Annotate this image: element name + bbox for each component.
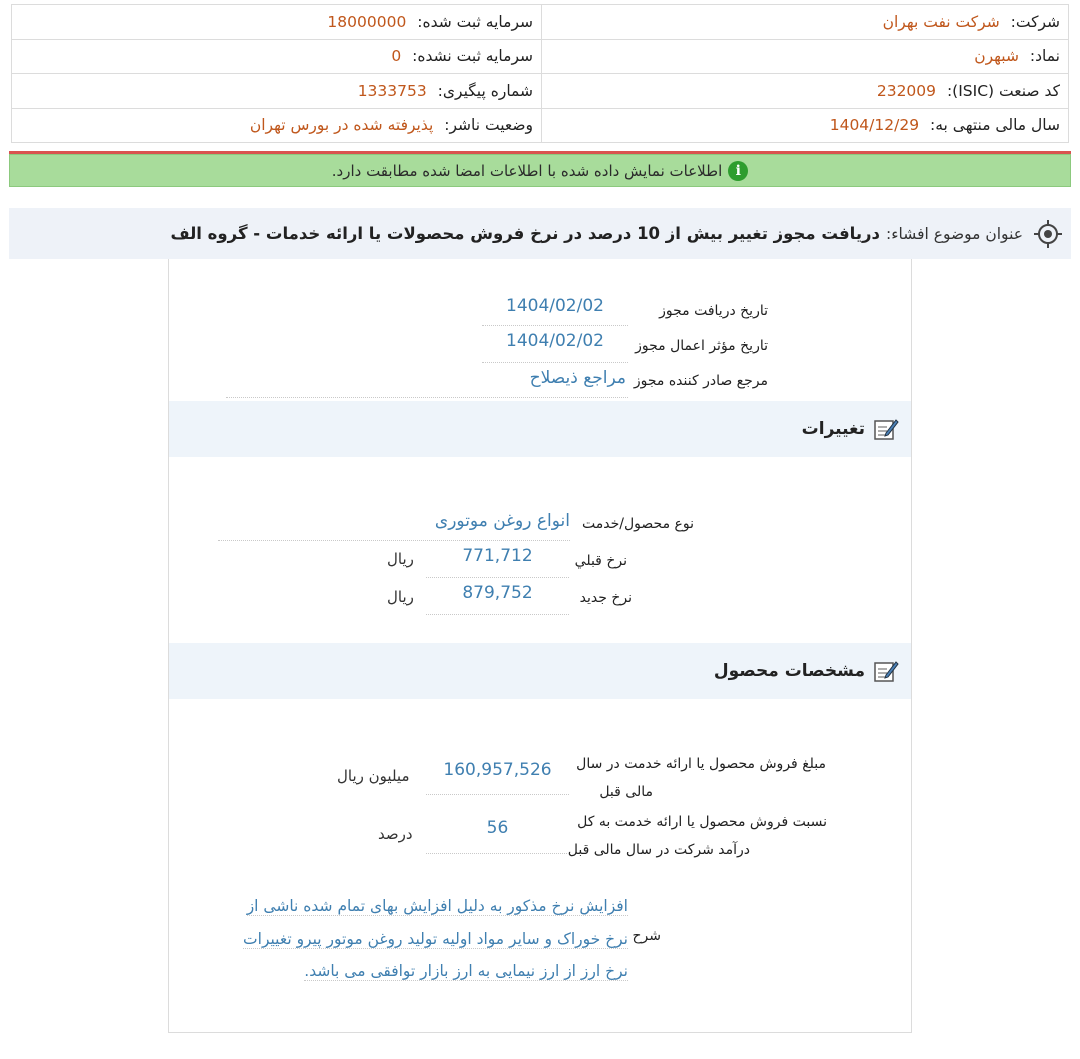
sales-ratio-value: 56 [426, 818, 569, 854]
new-rate-unit: ريال [387, 588, 414, 606]
receipt-date-value: 1404/02/02 [482, 296, 628, 326]
old-rate-unit: ريال [387, 550, 414, 568]
changes-section-header [169, 401, 911, 457]
fiscal-value: 1404/12/29 [829, 116, 920, 135]
effective-date-label: تاریخ مؤثر اعمال مجوز [635, 338, 768, 354]
status-label: وضعیت ناشر: [444, 116, 533, 135]
edit-icon [873, 659, 899, 683]
sales-ratio-label-line2: درآمد شرکت در سال مالی قبل [567, 842, 750, 858]
authority-value: مراجع ذیصلاح [226, 368, 628, 398]
new-rate-label: نرخ جدید [579, 590, 632, 606]
sales-ratio-unit: درصد [378, 825, 413, 843]
symbol-value[interactable]: شبهرن [974, 47, 1019, 66]
company-info-table [11, 4, 1069, 143]
description-line-1: افزایش نرخ مذکور به دلیل افزایش بهای تمام شده ناشی از [246, 897, 628, 915]
fiscal-label: سال مالی منتهی به: [930, 116, 1060, 135]
subject-value: دریافت مجوز تغییر بیش از 10 درصد در نرخ فروش محصولات یا ارائه خدمات - گروه الف [170, 224, 881, 243]
unreg-capital-label: سرمایه ثبت نشده: [412, 47, 533, 66]
isic-cell [542, 74, 1069, 109]
info-icon: i [728, 161, 748, 181]
unreg-capital-value: 0 [391, 47, 402, 66]
old-rate-value: 771,712 [426, 546, 569, 578]
disclosure-subject-bar [9, 208, 1071, 259]
product-type-value: انواع روغن موتوری [218, 511, 570, 541]
effective-date-value: 1404/02/02 [482, 331, 628, 363]
description-line-3: نرخ ارز از ارز نیمایی به ارز بازار توافقی می باشد. [304, 962, 628, 980]
old-rate-label: نرخ قبلي [574, 553, 627, 569]
verification-notice [9, 154, 1071, 187]
reg-capital-label: سرمایه ثبت شده: [417, 12, 533, 31]
company-cell [542, 5, 1069, 40]
status-value: پذیرفته شده در بورس تهران [249, 116, 434, 135]
sales-amount-label-line2: مالی قبل [599, 784, 653, 800]
sales-ratio-label-line1: نسبت فروش محصول یا ارائه خدمت به کل [577, 814, 827, 830]
product-type-label: نوع محصول/خدمت [582, 516, 694, 532]
symbol-cell [542, 39, 1069, 74]
sales-amount-label-line1: مبلغ فروش محصول یا ارائه خدمت در سال [576, 756, 826, 772]
new-rate-value: 879,752 [426, 583, 569, 615]
description-line-2: نرخ خوراک و سایر مواد اولیه تولید روغن موتور پیرو تغییرات [243, 929, 628, 948]
description-text [216, 890, 628, 988]
reg-capital-cell [12, 5, 542, 40]
sales-amount-value: 160,957,526 [426, 760, 569, 795]
description-label: شرح [632, 928, 661, 944]
status-cell [12, 108, 542, 143]
notice-text: اطلاعات نمایش داده شده با اطلاعات امضا شده مطابقت دارد. [331, 161, 723, 180]
isic-label: کد صنعت (ISIC): [946, 81, 1060, 100]
receipt-date-label: تاریخ دریافت مجوز [659, 303, 768, 319]
tracking-label: شماره پیگیری: [437, 81, 533, 100]
product-specs-section-header [169, 643, 911, 699]
changes-title: تغییرات [801, 419, 865, 439]
fiscal-cell [542, 108, 1069, 143]
authority-label: مرجع صادر کننده مجوز [633, 373, 768, 389]
unreg-capital-cell [12, 39, 542, 74]
tracking-value: 1333753 [357, 81, 427, 100]
target-icon [1033, 219, 1063, 249]
subject-label: عنوان موضوع افشاء: [886, 224, 1023, 243]
sales-amount-unit: میلیون ریال [337, 767, 410, 785]
tracking-cell [12, 74, 542, 109]
isic-value: 232009 [876, 81, 937, 100]
product-specs-title: مشخصات محصول [713, 661, 865, 681]
edit-icon [873, 417, 899, 441]
symbol-label: نماد: [1029, 47, 1060, 66]
reg-capital-value: 18000000 [327, 12, 407, 31]
company-value[interactable]: شرکت نفت بهران [882, 12, 1000, 31]
company-label: شرکت: [1010, 12, 1060, 31]
